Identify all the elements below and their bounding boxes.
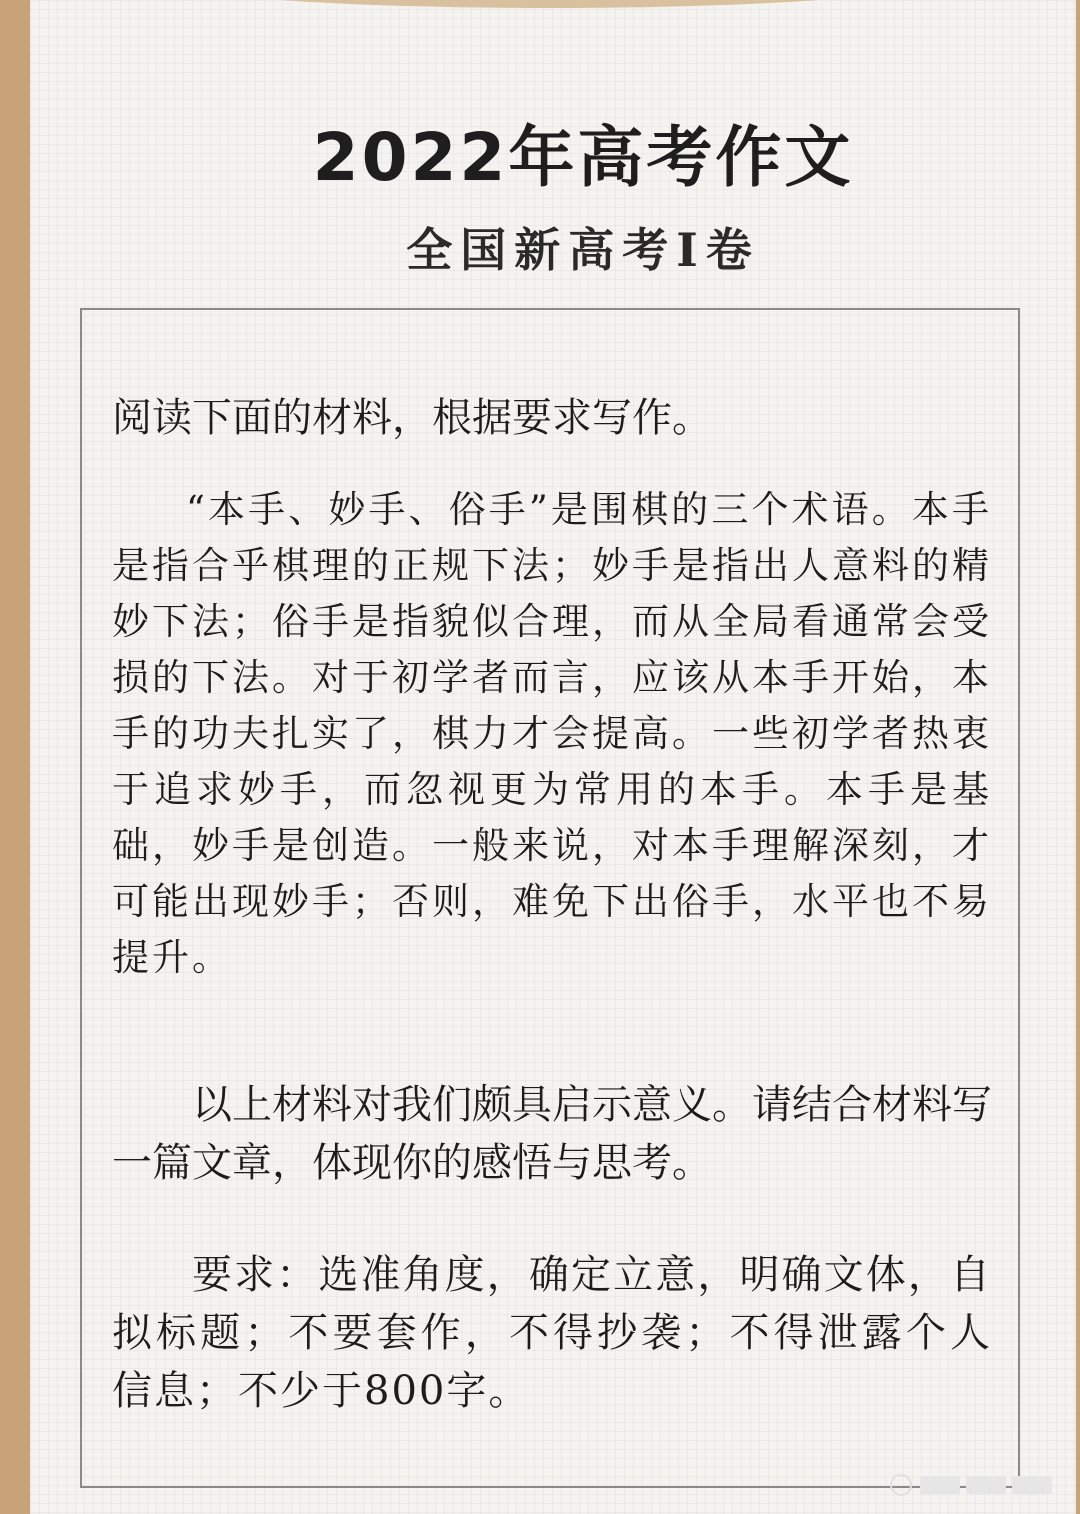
watermark-mark <box>920 1476 960 1494</box>
exam-paper-name: 全国新高考Ⅰ卷 <box>406 223 760 277</box>
page-title: 2022年高考作文 <box>312 119 854 196</box>
decorative-arc <box>190 0 910 8</box>
watermark-mark <box>966 1476 1006 1494</box>
essay-page <box>30 0 1076 1514</box>
task-text: 以上材料对我们颇具启示意义。请结合材料写一篇文章，体现你的感悟与思考。 <box>112 1082 992 1186</box>
watermark-logo <box>890 1470 1070 1500</box>
requirement-text: 要求：选准角度，确定立意，明确文体，自拟标题；不要套作，不得抄袭；不得泄露个人信息；不少于800字。 <box>112 1252 992 1414</box>
watermark-circle-icon <box>890 1474 912 1496</box>
material-text: “本手、妙手、俗手”是围棋的三个术语。本手是指合乎棋理的正规下法；妙手是指出人意料的精妙下法；俗手是指貌似合理，而从全局看通常会受损的下法。对于初学者而言，应该从本手开始，本手的功夫扎实了，棋力才会提高。一些初学者热衷于追求妙手，而忽视更为常用的本手。本手是基础，妙手是创造。一般来说，对本手理解深刻，才可能出现妙手；否则，难免下出俗手，水平也不易提升。 <box>112 488 992 979</box>
watermark-mark <box>1012 1476 1052 1494</box>
essay-prompt-box <box>80 308 1020 1488</box>
instruction-text: 阅读下面的材料，根据要求写作。 <box>112 395 712 441</box>
